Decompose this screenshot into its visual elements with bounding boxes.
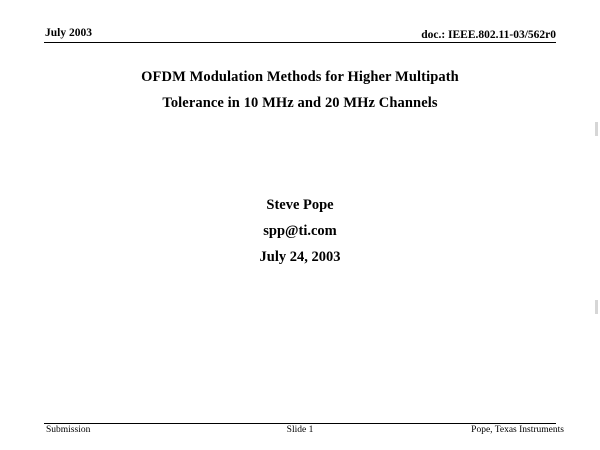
header-date: July 2003	[45, 27, 92, 39]
slide-title-line-2: Tolerance in 10 MHz and 20 MHz Channels	[162, 95, 438, 111]
header-divider	[44, 42, 556, 43]
edge-mark	[595, 300, 598, 314]
slide-title-line-1: OFDM Modulation Methods for Higher Multipath	[141, 69, 459, 85]
header-doc-id: doc.: IEEE.802.11-03/562r0	[421, 29, 556, 41]
footer-divider	[44, 423, 556, 424]
footer-author-org: Pope, Texas Instruments	[471, 425, 564, 435]
edge-mark	[595, 122, 598, 136]
footer-submission: Submission	[46, 425, 91, 435]
author-name: Steve Pope	[266, 197, 334, 213]
author-email: spp@ti.com	[263, 223, 337, 239]
footer-slide-number: Slide 1	[286, 425, 314, 435]
presentation-date: July 24, 2003	[259, 249, 341, 265]
